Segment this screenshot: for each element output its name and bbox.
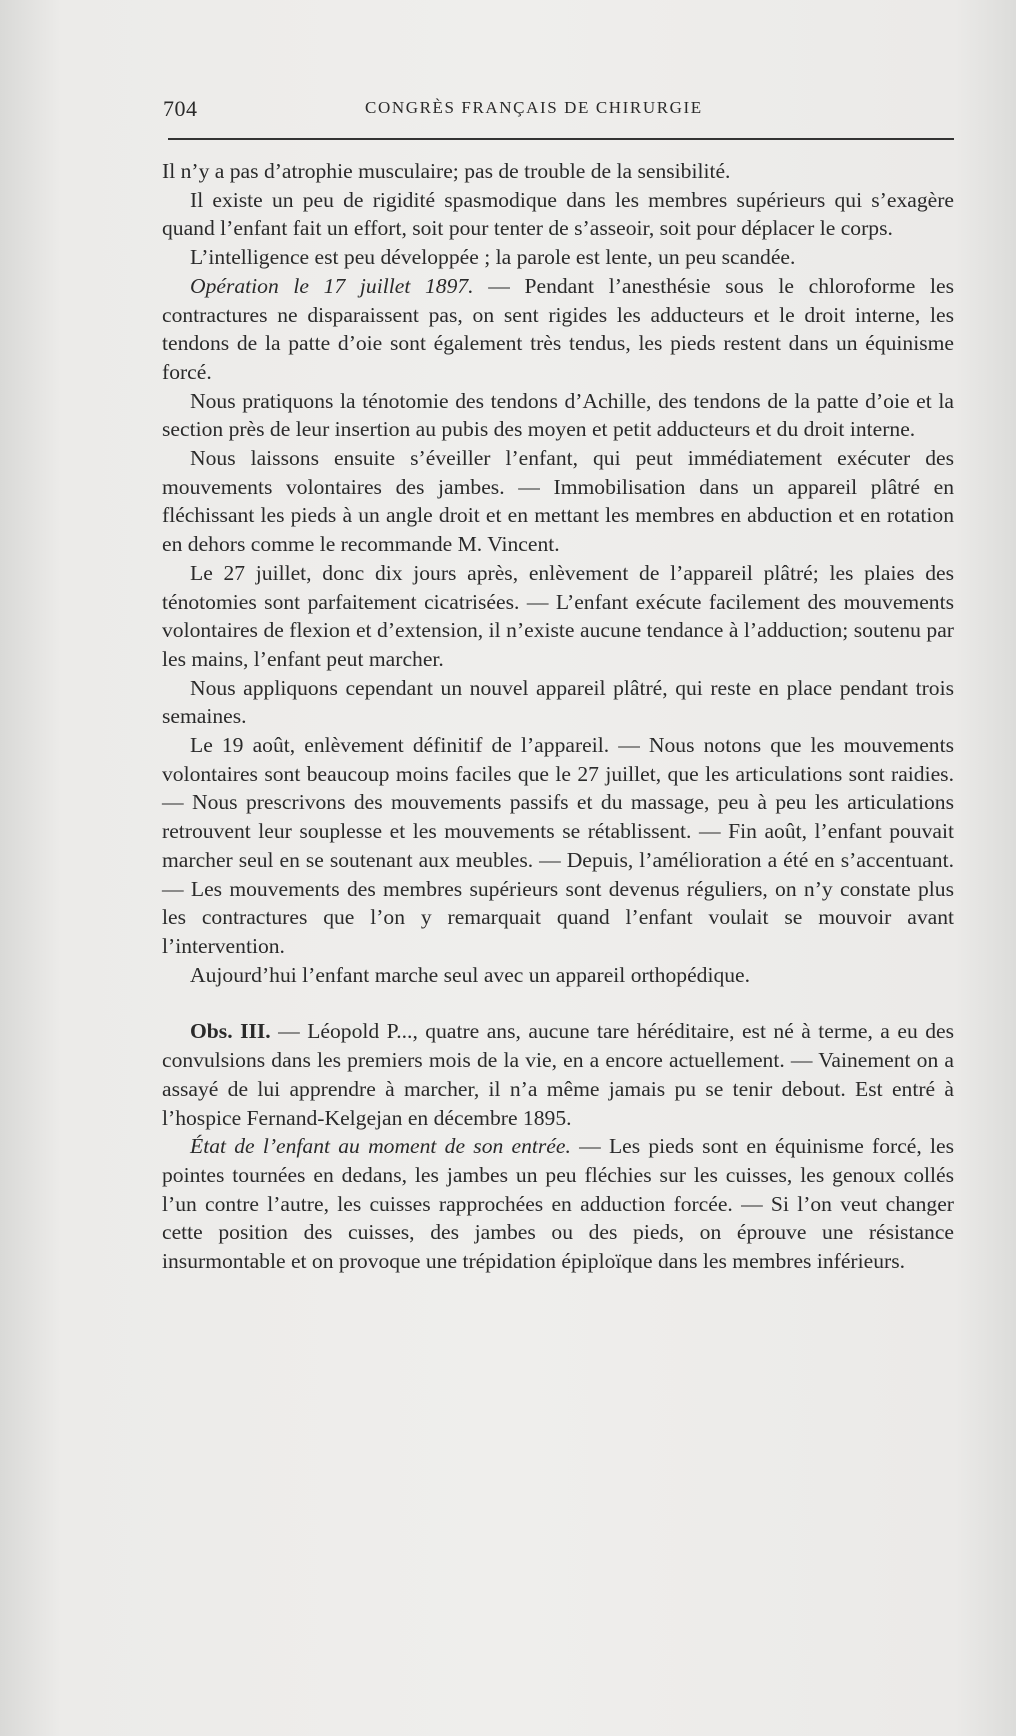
paragraph: L’intelligence est peu développée ; la parole est lente, un peu scandée. bbox=[190, 245, 796, 270]
state-paragraph: État de l’enfant au moment de son entrée. — Les pieds sont en équinisme forcé, les pointes tournées en dedans, les jambes un peu fléchies sur les cuisses, les genoux collés l’un contre l’autre, les cuisses rapprochées en adduction forcée. — Si l’on veut changer cette position des cuisses, des jambes ou des pieds, on éprouve une résistance insurmontable et on provoque une trépidation épiploïque dans les membres inférieurs. bbox=[162, 1134, 954, 1274]
page-number: 704 bbox=[163, 96, 198, 121]
paragraph: Opération le 17 juillet 1897. — Pendant l’anesthésie sous le chloroforme les contractures ne disparaissent pas, on sent rigides les adducteurs et le droit interne, les tendons de la patte d’oie sont également très tendus, les pieds restent dans un équinisme forcé. bbox=[162, 273, 954, 384]
paragraph: Nous pratiquons la ténotomie des tendons d’Achille, des tendons de la patte d’oie et la section près de leur insertion au pubis des moyen et petit adducteurs et du droit interne. bbox=[162, 388, 954, 442]
paragraph: Nous laissons ensuite s’éveiller l’enfant, qui peut immédiatement exécuter des mouvements volontaires des jambes. — Immobilisation dans un appareil plâtré en fléchissant les pieds à un angle droit et en mettant les membres en abduction et en rotation en dehors comme le recommande M. Vincent. bbox=[162, 446, 954, 557]
page-header bbox=[160, 96, 952, 124]
paragraph: Le 19 août, enlèvement définitif de l’appareil. — Nous notons que les mouvements volontaires sont beaucoup moins faciles que le 27 juillet, que les articulations sont raidies. — Nous prescrivons des mouvements passifs et du massage, peu à peu les articulations retrouvent leur souplesse et les mouvements se rétablissent. — Fin août, l’enfant pouvait marcher seul en se soutenant aux meubles. — Depuis, l’amélioration a été en s’accentuant. — Les mouvements des membres supérieurs sont devenus réguliers, on n’y constate plus les contractures que l’on y remarquait quand l’enfant voulait se mouvoir avant l’intervention. bbox=[162, 733, 954, 958]
paragraph: Nous appliquons cependant un nouvel appareil plâtré, qui reste en place pendant trois semaines. bbox=[162, 675, 954, 729]
paragraph: Le 27 juillet, donc dix jours après, enlèvement de l’appareil plâtré; les plaies des ténotomies sont parfaitement cicatrisées. — L’enfant exécute facilement des mouvements volontaires de flexion et d’extension, il n’existe aucune tendance à l’adduction; soutenu par les mains, l’enfant peut marcher. bbox=[162, 560, 954, 671]
paragraph: Il n’y a pas d’atrophie musculaire; pas de trouble de la sensibilité. bbox=[162, 159, 731, 183]
observation-label: Obs. III. bbox=[190, 1019, 271, 1044]
page-body bbox=[162, 157, 954, 1276]
paragraph: Il existe un peu de rigidité spasmodique dans les membres supérieurs qui s’exagère quand l’enfant fait un effort, soit pour tenter de s’asseoir, soit pour déplacer le corps. bbox=[162, 187, 954, 241]
header-rule bbox=[168, 138, 954, 140]
operation-date-heading: Opération le 17 juillet 1897. bbox=[190, 273, 474, 298]
running-head: CONGRÈS FRANÇAIS DE CHIRURGIE bbox=[365, 98, 703, 117]
paragraph: Aujourd’hui l’enfant marche seul avec un appareil orthopédique. bbox=[190, 962, 751, 987]
state-heading: État de l’enfant au moment de son entrée. bbox=[190, 1134, 571, 1159]
observation-paragraph: Obs. III. — Léopold P..., quatre ans, aucune tare héréditaire, est né à terme, a eu des convulsions dans les premiers mois de la vie, en a encore actuellement. — Vainement on a assayé de lui apprendre à marcher, il n’a même jamais pu se tenir debout. Est entré à l’hospice Fernand-Kelgejan en décembre 1895. bbox=[162, 1019, 954, 1130]
